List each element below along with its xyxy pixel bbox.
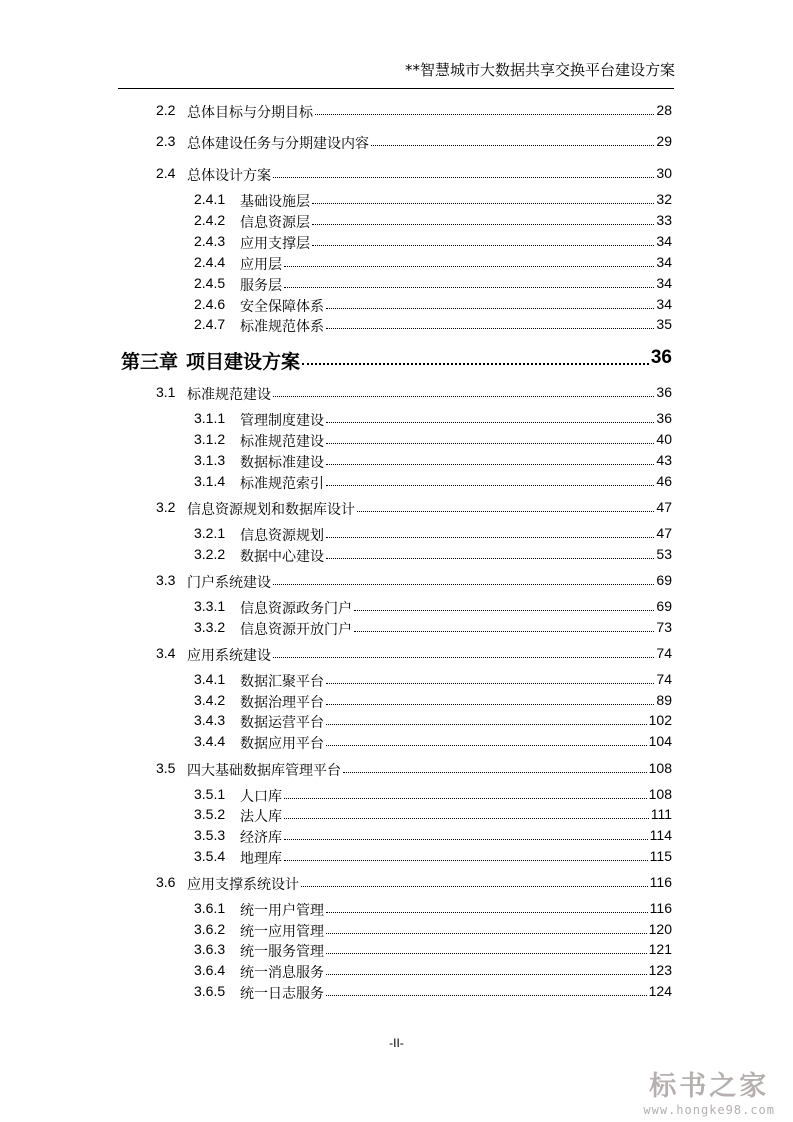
toc-entry-number: 3.2.2 <box>194 546 226 562</box>
toc-entry[interactable] <box>0 102 793 122</box>
toc-entry-number: 3.4.2 <box>194 692 226 708</box>
toc-entry[interactable] <box>0 848 793 868</box>
toc-leader-dots <box>301 882 648 887</box>
toc-entry-title: 安全保障体系 <box>240 299 324 315</box>
toc-entry[interactable] <box>0 212 793 232</box>
toc-entry-number: 3.4 <box>156 645 176 661</box>
toc-entry-page: 36 <box>656 384 672 400</box>
toc-entry[interactable] <box>0 165 793 185</box>
page-number: -II- <box>389 1036 404 1050</box>
toc-leader-dots <box>343 768 647 773</box>
toc-entry-page: 74 <box>656 645 672 661</box>
toc-entry-page: 46 <box>656 473 672 489</box>
toc-entry[interactable] <box>0 473 793 493</box>
toc-entry[interactable] <box>0 692 793 712</box>
toc-entry-title: 总体目标与分期目标 <box>187 105 313 121</box>
toc-leader-dots <box>354 627 654 632</box>
toc-entry[interactable] <box>0 983 793 1003</box>
toc-entry[interactable] <box>0 233 793 253</box>
toc-entry-title: 标准规范建设 <box>187 387 271 403</box>
toc-entry[interactable] <box>0 254 793 274</box>
toc-leader-dots <box>284 794 647 799</box>
toc-leader-dots <box>326 929 647 934</box>
toc-leader-dots <box>312 241 654 246</box>
toc-entry[interactable] <box>0 316 793 336</box>
toc-leader-dots <box>354 606 654 611</box>
toc-entry-page: 47 <box>656 499 672 515</box>
toc-entry[interactable] <box>0 598 793 618</box>
toc-entry-title: 信息资源规划 <box>240 528 324 544</box>
toc-leader-dots <box>326 741 647 746</box>
toc-entry-page: 34 <box>656 254 672 270</box>
toc-entry-page: 108 <box>648 760 672 776</box>
toc-entry-number: 2.4.2 <box>194 212 226 228</box>
toc-entry-title: 统一用户管理 <box>240 903 324 919</box>
toc-entry-number: 3.1.2 <box>194 431 226 447</box>
toc-entry-page: 102 <box>648 712 672 728</box>
toc-entry-page: 69 <box>656 598 672 614</box>
toc-leader-dots <box>371 141 654 146</box>
toc-entry-number: 3.6.3 <box>194 941 226 957</box>
toc-entry[interactable] <box>0 525 793 545</box>
toc-entry-number: 3.5.4 <box>194 848 226 864</box>
toc-leader-dots <box>326 418 654 423</box>
toc-entry-page: 30 <box>656 165 672 181</box>
toc-entry-title: 数据应用平台 <box>240 736 324 752</box>
toc-entry[interactable] <box>0 874 793 894</box>
toc-entry-page: 33 <box>656 212 672 228</box>
toc-leader-dots <box>312 199 654 204</box>
toc-entry-page: 43 <box>656 452 672 468</box>
toc-entry-title: 应用支撑层 <box>240 236 310 252</box>
toc-entry-number: 2.4.5 <box>194 275 226 291</box>
toc-entry-title: 基础设施层 <box>240 194 310 210</box>
toc-entry-page: 104 <box>648 733 672 749</box>
toc-entry[interactable] <box>0 191 793 211</box>
toc-entry[interactable] <box>0 827 793 847</box>
toc-entry-page: 35 <box>656 316 672 332</box>
toc-leader-dots <box>326 481 654 486</box>
watermark <box>643 1064 775 1117</box>
toc-entry-page: 121 <box>648 941 672 957</box>
toc-entry-page: 34 <box>656 275 672 291</box>
toc-entry-title: 经济库 <box>240 830 282 846</box>
toc-entry-page: 29 <box>656 133 672 149</box>
toc-leader-dots <box>326 439 654 444</box>
toc-entry-title: 人口库 <box>240 789 282 805</box>
toc-entry-title: 统一服务管理 <box>240 944 324 960</box>
toc-entry-number: 3.2.1 <box>194 525 226 541</box>
toc-entry-number: 3.1.4 <box>194 473 226 489</box>
toc-leader-dots <box>326 554 654 559</box>
toc-entry-page: 47 <box>656 525 672 541</box>
toc-leader-dots <box>302 359 649 365</box>
toc-leader-dots <box>326 460 654 465</box>
toc-entry-page: 73 <box>656 619 672 635</box>
toc-entry-number: 3.3 <box>156 572 176 588</box>
toc-entry[interactable] <box>0 431 793 451</box>
toc-entry-number: 3.4.3 <box>194 712 226 728</box>
toc-entry-number: 3.5 <box>156 760 176 776</box>
toc-leader-dots <box>326 324 654 329</box>
toc-entry-number: 3.6.1 <box>194 900 226 916</box>
toc-entry[interactable] <box>0 712 793 732</box>
toc-entry-number: 3.6.4 <box>194 962 226 978</box>
toc-entry-page: 40 <box>656 431 672 447</box>
header-rule <box>118 88 674 89</box>
toc-leader-dots <box>315 110 654 115</box>
toc-entry-page: 28 <box>656 102 672 118</box>
toc-entry[interactable] <box>0 275 793 295</box>
toc-entry[interactable] <box>0 941 793 961</box>
toc-entry-page: 36 <box>650 347 672 368</box>
toc-entry-page: 124 <box>648 983 672 999</box>
toc-entry-number: 3.2 <box>156 499 176 515</box>
toc-entry-title: 四大基础数据库管理平台 <box>187 763 341 779</box>
toc-entry-page: 115 <box>649 848 672 864</box>
toc-entry-title: 总体设计方案 <box>187 168 271 184</box>
toc-entry[interactable] <box>0 384 793 404</box>
toc-entry-number: 2.4.1 <box>194 191 226 207</box>
toc-entry-title: 数据中心建设 <box>240 549 324 565</box>
toc-entry-title: 数据运营平台 <box>240 715 324 731</box>
toc-leader-dots <box>326 533 654 538</box>
toc-entry[interactable] <box>0 410 793 430</box>
toc-entry-title: 管理制度建设 <box>240 413 324 429</box>
toc-entry[interactable] <box>0 296 793 316</box>
toc-entry-page: 116 <box>649 900 672 916</box>
watermark-logo-text: 标书之家 <box>649 1071 770 1102</box>
toc-entry-number: 3.1.3 <box>194 452 226 468</box>
toc-entry[interactable] <box>0 921 793 941</box>
toc-entry-number: 2.4.7 <box>194 316 226 332</box>
toc-entry-title: 服务层 <box>240 278 282 294</box>
toc-entry-number: 3.3.1 <box>194 598 226 614</box>
toc-entry-title: 标准规范体系 <box>240 319 324 335</box>
toc-entry-title: 总体建设任务与分期建设内容 <box>187 136 369 152</box>
toc-leader-dots <box>326 304 654 309</box>
toc-entry-number: 3.5.1 <box>194 786 226 802</box>
toc-entry[interactable] <box>0 900 793 920</box>
toc-entry-number: 3.6.5 <box>194 983 226 999</box>
toc-entry-number: 2.4 <box>156 165 176 181</box>
toc-leader-dots <box>326 949 647 954</box>
toc-entry-number: 3.3.2 <box>194 619 226 635</box>
toc-entry-title: 应用系统建设 <box>187 648 271 664</box>
toc-entry-title: 应用支撑系统设计 <box>187 877 299 893</box>
toc-entry-title: 项目建设方案 <box>186 351 301 373</box>
toc-leader-dots <box>273 173 654 178</box>
toc-leader-dots <box>326 908 648 913</box>
toc-entry-number: 第三章 <box>121 352 179 373</box>
toc-leader-dots <box>326 720 647 725</box>
toc-entry[interactable] <box>0 546 793 566</box>
toc-entry-number: 2.4.3 <box>194 233 226 249</box>
toc-entry-title: 应用层 <box>240 257 282 273</box>
toc-entry-number: 3.5.3 <box>194 827 226 843</box>
toc-entry-number: 3.1 <box>156 384 176 400</box>
toc-entry-number: 2.4.6 <box>194 296 226 312</box>
page-header-title: **智慧城市大数据共享交换平台建设方案 <box>404 61 675 79</box>
toc-entry-page: 108 <box>648 786 672 802</box>
toc-entry-page: 34 <box>656 296 672 312</box>
toc-entry-title: 信息资源规划和数据库设计 <box>187 502 355 518</box>
toc-entry-title: 地理库 <box>240 851 282 867</box>
toc-entry-page: 32 <box>656 191 672 207</box>
toc-entry[interactable] <box>0 452 793 472</box>
toc-entry[interactable] <box>0 572 793 592</box>
toc-leader-dots <box>326 991 647 996</box>
toc-entry-title: 法人库 <box>240 809 282 825</box>
toc-leader-dots <box>273 392 654 397</box>
toc-leader-dots <box>284 856 648 861</box>
watermark-url: www.hongke98.com <box>643 1103 775 1117</box>
toc-entry-page: 114 <box>649 827 672 843</box>
toc-entry-page: 69 <box>656 572 672 588</box>
toc-entry-title: 统一应用管理 <box>240 924 324 940</box>
toc-entry-title: 门户系统建设 <box>187 575 271 591</box>
toc-entry-number: 2.2 <box>156 102 176 118</box>
toc-entry-number: 2.3 <box>156 133 176 149</box>
toc-entry-number: 2.4.4 <box>194 254 226 270</box>
toc-entry-title: 统一日志服务 <box>240 986 324 1002</box>
toc-entry-number: 3.5.2 <box>194 806 226 822</box>
toc-leader-dots <box>273 653 654 658</box>
toc-entry-title: 数据标准建设 <box>240 455 324 471</box>
toc-entry-page: 120 <box>648 921 672 937</box>
toc-entry-number: 3.6 <box>156 874 176 890</box>
toc-entry-page: 34 <box>656 233 672 249</box>
toc-entry[interactable] <box>0 619 793 639</box>
toc-leader-dots <box>273 580 654 585</box>
toc-entry-number: 3.1.1 <box>194 410 226 426</box>
toc-leader-dots <box>357 507 654 512</box>
toc-leader-dots <box>326 970 647 975</box>
toc-entry-number: 3.6.2 <box>194 921 226 937</box>
toc-entry[interactable] <box>0 962 793 982</box>
toc-entry-title: 信息资源政务门户 <box>240 601 352 617</box>
toc-entry-page: 111 <box>650 806 672 822</box>
toc-entry-page: 74 <box>656 671 672 687</box>
toc-entry-title: 统一消息服务 <box>240 965 324 981</box>
toc-leader-dots <box>284 814 649 819</box>
toc-entry[interactable] <box>0 499 793 519</box>
toc-entry-page: 123 <box>648 962 672 978</box>
toc-entry-title: 数据治理平台 <box>240 695 324 711</box>
toc-entry[interactable] <box>0 760 793 780</box>
toc-leader-dots <box>284 835 648 840</box>
toc-entry-page: 53 <box>656 546 672 562</box>
toc-entry-page: 89 <box>656 692 672 708</box>
toc-leader-dots <box>312 220 654 225</box>
toc-entry[interactable] <box>0 645 793 665</box>
toc-entry[interactable] <box>0 347 793 373</box>
toc-leader-dots <box>284 262 654 267</box>
toc-entry[interactable] <box>0 671 793 691</box>
toc-entry-page: 116 <box>649 874 672 890</box>
toc-entry-number: 3.4.1 <box>194 671 226 687</box>
toc-entry-title: 信息资源开放门户 <box>240 622 352 638</box>
toc-entry-title: 数据汇聚平台 <box>240 674 324 690</box>
toc-entry[interactable] <box>0 806 793 826</box>
toc-leader-dots <box>326 700 654 705</box>
toc-entry-title: 信息资源层 <box>240 215 310 231</box>
toc-entry[interactable] <box>0 786 793 806</box>
toc-entry-title: 标准规范建设 <box>240 434 324 450</box>
toc-leader-dots <box>284 283 654 288</box>
toc-entry[interactable] <box>0 733 793 753</box>
toc-entry[interactable] <box>0 133 793 153</box>
toc-entry-number: 3.4.4 <box>194 733 226 749</box>
toc-entry-title: 标准规范索引 <box>240 476 324 492</box>
toc-leader-dots <box>326 679 654 684</box>
toc-entry-page: 36 <box>656 410 672 426</box>
